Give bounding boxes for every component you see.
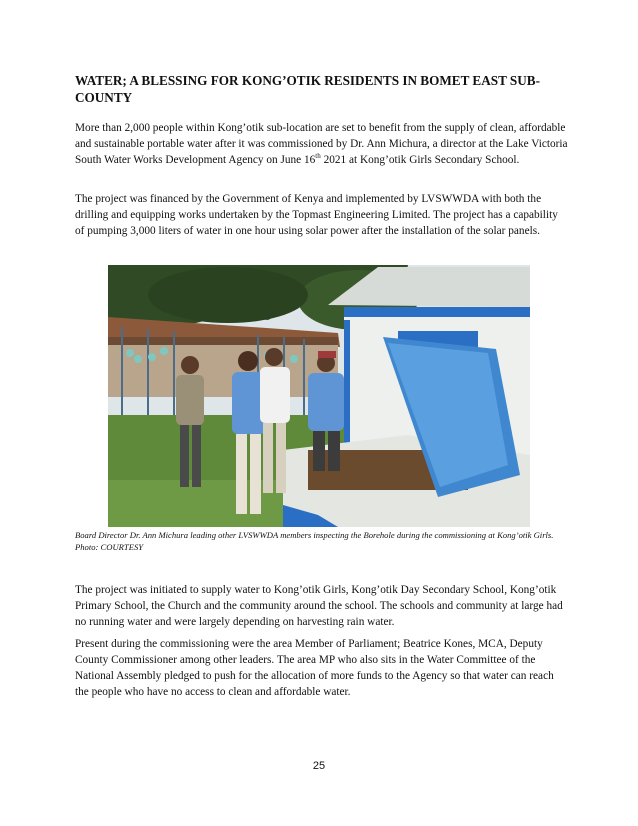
paragraph-1-text-end: 2021 at Kong’otik Girls Secondary School. xyxy=(320,154,520,166)
paragraph-2: The project was financed by the Government of Kenya and implemented by LVSWWDA with both the drilling and equipping works undertaken by the Topmast Engineering Limited. The project has a capability of pumping 3,000 liters of water in one hour using solar power after the installation of the solar panels. xyxy=(75,193,558,237)
caption-credit: Photo: COURTESY xyxy=(75,541,144,552)
caption-text: Board Director Dr. Ann Michura leading other LVSWWDA members inspecting the Borehole during the commissioning at Kong’otik Girls. xyxy=(75,530,554,540)
article-title: WATER; A BLESSING FOR KONG’OTIK RESIDENTS IN BOMET EAST SUB-COUNTY xyxy=(75,73,540,105)
photo-caption xyxy=(75,530,570,553)
paragraph-3: The project was initiated to supply water to Kong’otik Girls, Kong’otik Day Secondary School, Kong’otik Primary School, the Church and the community around the school. The schools and community at large had no running water and were largely depending on harvesting rain water. xyxy=(75,584,563,628)
borehole-inspection-photo xyxy=(108,265,530,527)
paragraph-4: Present during the commissioning were the area Member of Parliament; Beatrice Kones, MCA, Deputy County Commissioner among other leaders. The area MP who also sits in the Water Committee of the National Assembly pledged to push for the allocation of more funds to the Agency so that water can reach the people who have no access to clean and affordable water. xyxy=(75,638,554,698)
paragraph-1 xyxy=(75,120,570,168)
date-suffix: th xyxy=(315,152,321,161)
page-number: 25 xyxy=(312,760,326,772)
paragraph-1-text: More than 2,000 people within Kong’otik sub-location are set to benefit from the supply of clean, affordable and sustainable portable water after it was commissioned by Dr. Ann Michura, a director at the Lake Victoria South Water Works Development Agency on June 16 xyxy=(75,122,568,166)
